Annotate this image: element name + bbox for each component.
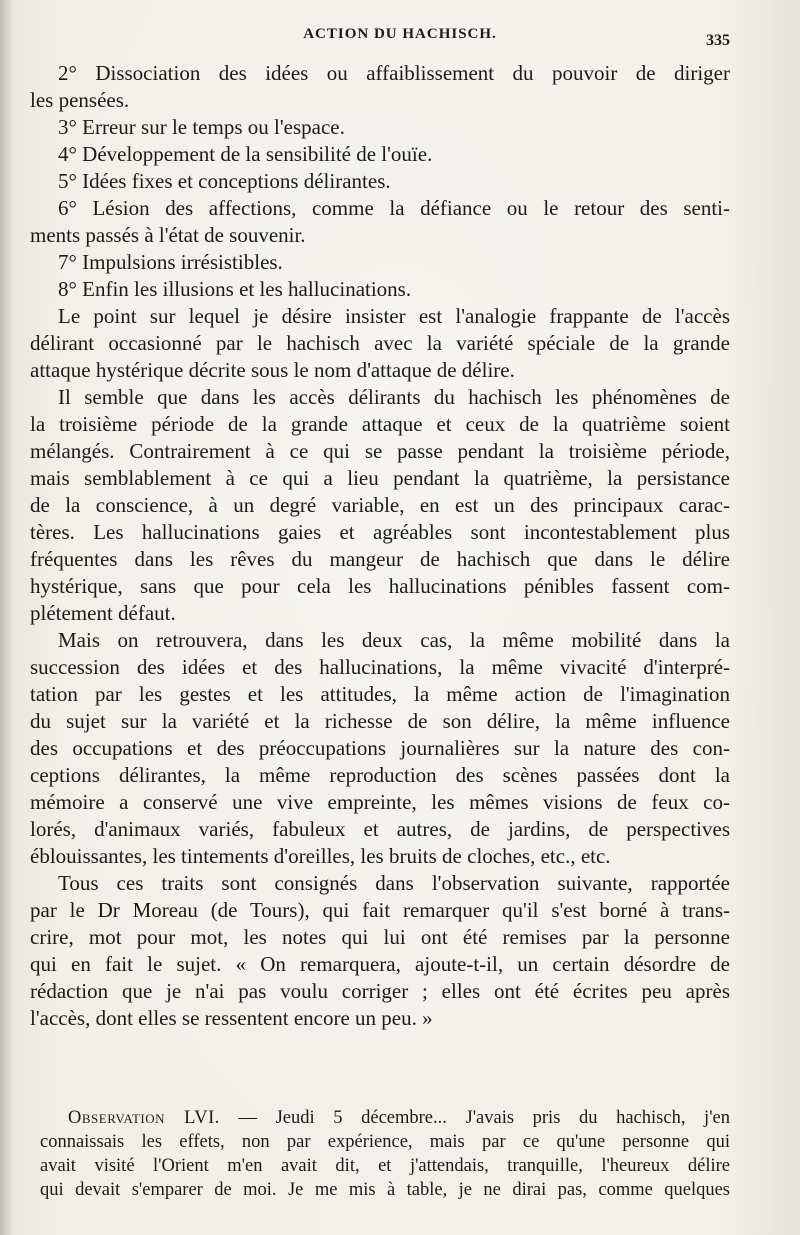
text-line: succession des idées et des hallucinations, la même vivacité d'interpré- — [30, 655, 730, 679]
observation-line: avait visité l'Orient m'en avait dit, et j'attendais, tranquille, l'heureux délire — [40, 1156, 730, 1176]
text-line: crire, mot pour mot, les notes qui lui ont été remises par la personne — [30, 925, 730, 949]
text-line: attaque hystérique décrite sous le nom d'attaque de délire. — [30, 358, 515, 382]
observation-line: qui devait s'emparer de moi. Je me mis à table, je ne dirai pas, comme quelques — [40, 1180, 730, 1200]
observation-first-line — [40, 1106, 730, 1130]
observation-line: connaissais les effets, non par expérience, mais par ce qu'une personne qui — [40, 1132, 730, 1152]
text-line: ments passés à l'état de souvenir. — [30, 223, 306, 247]
text-line: 6° Lésion des affections, comme la défiance ou le retour des senti- — [58, 196, 730, 220]
text-line: hystérique, sans que pour cela les hallucinations pénibles fassent com- — [30, 574, 730, 598]
text-line: l'accès, dont elles se ressentent encore un peu. » — [30, 1006, 433, 1030]
page-gutter-shadow — [0, 0, 14, 1235]
text-line: 2° Dissociation des idées ou affaiblissement du pouvoir de diriger — [58, 61, 730, 85]
page-number: 335 — [706, 32, 730, 49]
text-line: Mais on retrouvera, dans les deux cas, la même mobilité dans la — [58, 628, 730, 652]
observation-block — [40, 1106, 730, 1202]
text-line: tères. Les hallucinations gaies et agréables sont incontestablement plus — [30, 520, 730, 544]
text-line: mélangés. Contrairement à ce qui se passe pendant la troisième période, — [30, 439, 730, 463]
text-line: Il semble que dans les accès délirants du hachisch les phénomènes de — [58, 385, 730, 409]
text-line: rédaction que je n'ai pas voulu corriger ; elles ont été écrites peu après — [30, 979, 730, 1003]
text-line: 3° Erreur sur le temps ou l'espace. — [58, 115, 345, 139]
text-line: lorés, d'animaux variés, fabuleux et autres, de jardins, de perspectives — [30, 817, 730, 841]
text-line: du sujet sur la variété et la richesse de son délire, la même influence — [30, 709, 730, 733]
text-line: mémoire a conservé une vive empreinte, les mêmes visions de feux co- — [30, 790, 730, 814]
body-text — [30, 60, 730, 1032]
text-line: éblouissantes, les tintements d'oreilles, les bruits de cloches, etc., etc. — [30, 844, 611, 868]
text-line: des occupations et des préoccupations journalières sur la nature des con- — [30, 736, 730, 760]
text-line: par le Dr Moreau (de Tours), qui fait remarquer qu'il s'est borné à trans- — [30, 898, 730, 922]
text-line: de la conscience, à un degré variable, en est un des principaux carac- — [30, 493, 730, 517]
text-line: 8° Enfin les illusions et les hallucinations. — [58, 277, 412, 301]
text-line: 7° Impulsions irrésistibles. — [58, 250, 283, 274]
text-line: fréquentes dans les rêves du mangeur de hachisch que dans le délire — [30, 547, 730, 571]
observation-text: — Jeudi 5 décembre... J'avais pris du hachisch, j'en — [238, 1108, 730, 1128]
text-line: 4° Développement de la sensibilité de l'ouïe. — [58, 142, 433, 166]
page-header — [0, 26, 800, 50]
text-line: plétement défaut. — [30, 601, 176, 625]
text-line: la troisième période de la grande attaque et ceux de la quatrième soient — [30, 412, 730, 436]
running-title: ACTION DU HACHISCH. — [303, 26, 497, 42]
text-line: délirant occasionné par le hachisch avec la variété spéciale de la grande — [30, 331, 730, 355]
text-line: qui en fait le sujet. « On remarquera, ajoute-t-il, un certain désordre de — [30, 952, 730, 976]
text-line: 5° Idées fixes et conceptions délirantes. — [58, 169, 391, 193]
text-line: les pensées. — [30, 88, 130, 112]
text-line: Le point sur lequel je désire insister est l'analogie frappante de l'accès — [58, 304, 730, 328]
text-line: Tous ces traits sont consignés dans l'observation suivante, rapportée — [58, 871, 730, 895]
text-line: tation par les gestes et les attitudes, la même action de l'imagination — [30, 682, 730, 706]
text-line: mais semblablement à ce qui a lieu pendant la quatrième, la persistance — [30, 466, 730, 490]
text-line: ceptions délirantes, la même reproduction des scènes passées dont la — [30, 763, 730, 787]
observation-heading: Observation LVI. — [68, 1108, 220, 1128]
